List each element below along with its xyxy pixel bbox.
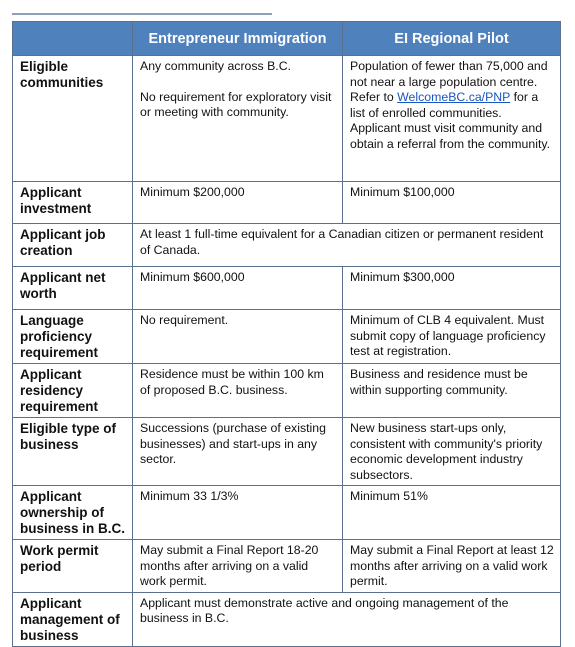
row-label: Eligible type of business: [13, 418, 133, 486]
regional-cell: Minimum of CLB 4 equivalent. Must submit copy of language proficiency test at registration.: [343, 310, 561, 364]
regional-cell: Minimum $100,000: [343, 182, 561, 224]
merged-cell: Applicant must demonstrate active and ongoing management of the business in B.C.: [133, 592, 561, 646]
regional-cell: New business start-ups only, consistent with community's priority economic development industry subsectors.: [343, 418, 561, 486]
row-label: Applicant net worth: [13, 267, 133, 310]
table-header-row: [13, 22, 561, 56]
entrepreneur-cell: Minimum 33 1/3%: [133, 486, 343, 540]
header-entrepreneur-immigration: Entrepreneur Immigration: [133, 22, 343, 56]
table-row: [13, 418, 561, 486]
table-row: [13, 56, 561, 182]
row-label: Language proficiency requirement: [13, 310, 133, 364]
comparison-table: [12, 21, 561, 647]
top-divider-line: [12, 13, 272, 15]
table-row: [13, 364, 561, 418]
row-label: Applicant investment: [13, 182, 133, 224]
row-label: Applicant job creation: [13, 224, 133, 267]
table-row: [13, 310, 561, 364]
regional-cell: [343, 56, 561, 182]
row-label: Applicant residency requirement: [13, 364, 133, 418]
table-row: [13, 182, 561, 224]
row-label: Work permit period: [13, 540, 133, 593]
row-label: Applicant management of business: [13, 592, 133, 646]
table-row: [13, 540, 561, 593]
table-row: [13, 486, 561, 540]
entrepreneur-cell: No requirement.: [133, 310, 343, 364]
table-row: [13, 224, 561, 267]
entrepreneur-cell: Minimum $200,000: [133, 182, 343, 224]
cell-text: Population of fewer than 75,000 and not near a large population centre. Refer to: [350, 59, 548, 104]
table-row: [13, 267, 561, 310]
entrepreneur-cell: Residence must be within 100 km of proposed B.C. business.: [133, 364, 343, 418]
merged-cell: At least 1 full-time equivalent for a Canadian citizen or permanent resident of Canada.: [133, 224, 561, 267]
cell-text: Applicant must visit community and obtain a referral from the community.: [350, 121, 551, 151]
regional-cell: Minimum 51%: [343, 486, 561, 540]
regional-cell: Business and residence must be within supporting community.: [343, 364, 561, 418]
entrepreneur-cell: Minimum $600,000: [133, 267, 343, 310]
row-label: Applicant ownership of business in B.C.: [13, 486, 133, 540]
table-row: [13, 592, 561, 646]
row-label: Eligible communities: [13, 56, 133, 182]
entrepreneur-cell: May submit a Final Report 18-20 months after arriving on a valid work permit.: [133, 540, 343, 593]
entrepreneur-cell: [133, 56, 343, 182]
regional-cell: Minimum $300,000: [343, 267, 561, 310]
welcomebc-link[interactable]: WelcomeBC.ca/PNP: [397, 90, 511, 104]
header-ei-regional-pilot: EI Regional Pilot: [343, 22, 561, 56]
cell-text: No requirement for exploratory visit or meeting with community.: [140, 89, 332, 119]
cell-text: Any community across B.C.: [140, 59, 292, 73]
regional-cell: May submit a Final Report at least 12 months after arriving on a valid work permit.: [343, 540, 561, 593]
header-blank-cell: [13, 22, 133, 56]
entrepreneur-cell: Successions (purchase of existing businesses) and start-ups in any sector.: [133, 418, 343, 486]
cell-text: for a list of enrolled communities.: [350, 90, 539, 120]
